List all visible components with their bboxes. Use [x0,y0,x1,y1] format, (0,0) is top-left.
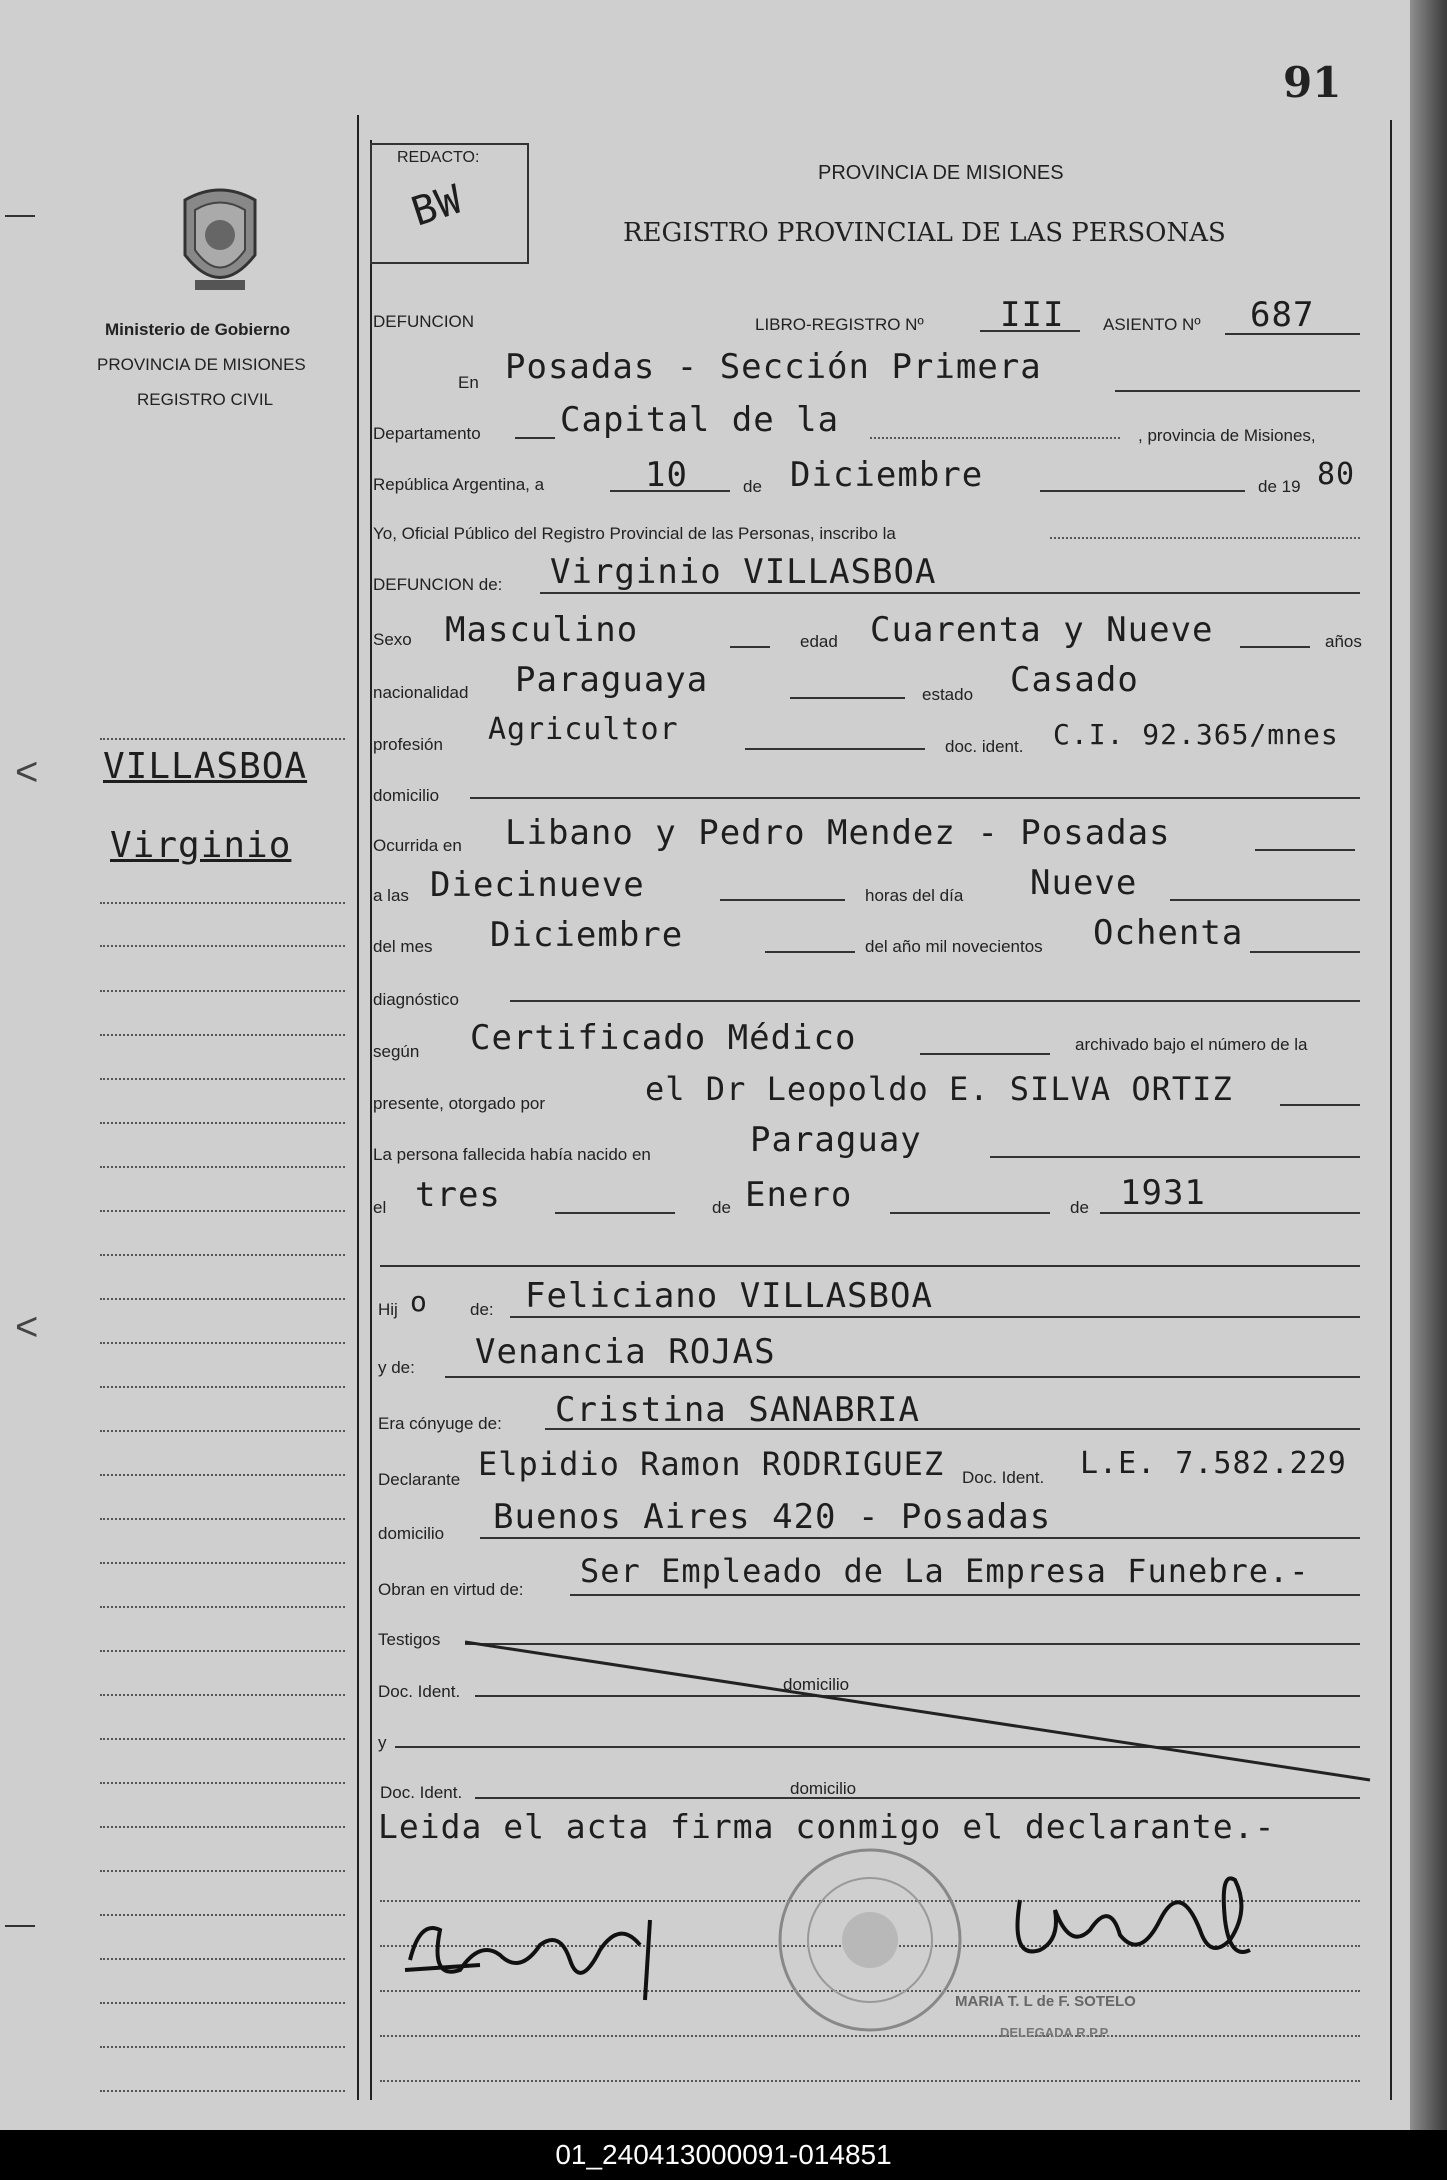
republica-label: República Argentina, a [373,475,545,494]
binding-mark [5,215,35,217]
margin-line [100,1078,345,1080]
testigos-label: Testigos [378,1630,441,1649]
conyuge-label: Era cónyuge de: [378,1414,502,1433]
margin-line [100,1034,345,1036]
margin-line [100,1386,345,1388]
asiento-line [1225,333,1360,335]
yo-line [1050,537,1360,539]
nacionalidad-line [790,697,905,699]
page-number: 91 [1283,58,1342,107]
yde-line [445,1376,1360,1378]
anios-label: años [1325,632,1362,651]
file-id-bar [0,2130,1447,2180]
margin-line [100,1342,345,1344]
sexo-value: Masculino [445,610,639,650]
margin-line [100,1474,345,1476]
stamp-line1: MARIA T. L de F. SOTELO [955,1993,1136,2010]
edad-line [1240,646,1310,648]
alas-label: a las [373,886,409,905]
horas-label: horas del día [865,886,964,905]
asiento-value: 687 [1250,295,1315,335]
alas-value: Diecinueve [430,865,645,905]
margin-line [100,2090,345,2092]
departamento-label: Departamento [373,424,481,443]
profesion-label: profesión [373,735,443,754]
sexo-line [730,646,770,648]
yde-label: y de: [378,1358,415,1377]
presente-line [1280,1104,1360,1106]
dia-value: 10 [645,455,688,495]
de19-label: de 19 [1258,477,1301,496]
defuncion-de-label: DEFUNCION de: [373,575,503,594]
horas-value: Nueve [1030,863,1138,903]
margin-line [100,1914,345,1916]
margin-line [100,1650,345,1652]
margin-line [100,1870,345,1872]
mes-nac-value: Enero [745,1175,853,1215]
libro-value: III [1000,295,1065,335]
mes-value: Diciembre [790,455,984,495]
hijo-label: Hij [378,1300,398,1319]
horas-line [1170,899,1360,901]
delanio-line [1250,951,1360,953]
sexo-label: Sexo [373,630,412,649]
margin-line [100,902,345,904]
closing-text: Leida el acta firma conmigo el declarante.- [378,1807,1276,1846]
el-line [555,1212,675,1214]
hijo-line [510,1316,1360,1318]
obran-value: Ser Empleado de La Empresa Funebre.- [580,1552,1310,1590]
alas-line [720,899,845,901]
de-label: de [743,477,762,496]
delanio-value: Ochenta [1093,913,1244,953]
anio-value: 80 [1317,457,1356,492]
segun-line [920,1053,1050,1055]
redacto-box [370,143,529,264]
segun-label: según [373,1042,420,1061]
margin-line [100,990,345,992]
ministry-province: PROVINCIA DE MISIONES [97,355,306,374]
presente-label: presente, otorgado por [373,1094,546,1113]
margin-line [100,1430,345,1432]
dom2-label: domicilio [790,1779,857,1798]
margin-line [100,945,345,947]
margin-line [100,738,345,740]
conyuge-line [545,1428,1360,1430]
margin-line [100,1122,345,1124]
blank-line [380,1265,1360,1267]
anio-nac-value: 1931 [1120,1173,1206,1213]
delmes-label: del mes [373,937,433,956]
departamento-line [870,437,1120,439]
doc1-label: Doc. Ident. [378,1682,461,1701]
file-id: 01_240413000091-014851 [555,2139,892,2170]
doc2-label: Doc. Ident. [380,1783,463,1802]
margin-line [100,1782,345,1784]
en-label: En [458,373,479,392]
declarante-label: Declarante [378,1470,461,1489]
form-line [380,2080,1360,2082]
nacionalidad-value: Paraguaya [515,660,709,700]
nacido-value: Paraguay [750,1120,922,1160]
delanio-label: del año mil novecientos [865,937,1043,956]
ministry-registry: REGISTRO CIVIL [137,390,274,409]
nacionalidad-label: nacionalidad [373,683,469,702]
nacido-label: La persona fallecida había nacido en [373,1145,651,1164]
margin-divider [357,115,359,2100]
redacto-initials: BW [406,176,469,236]
domicilio-line [470,797,1360,799]
hijo-value: Feliciano VILLASBOA [525,1276,933,1316]
margin-line [100,1166,345,1168]
margin-given-name: Virginio [110,825,292,866]
official-seal-icon [770,1840,970,2040]
coat-of-arms-icon [165,185,275,300]
margin-line [100,1562,345,1564]
presente-value: el Dr Leopoldo E. SILVA ORTIZ [645,1070,1233,1108]
doc-label: doc. ident. [945,737,1024,756]
ocurrida-value: Libano y Pedro Mendez - Posadas [505,813,1171,853]
departamento-value: Capital de la [560,400,840,440]
asiento-label: ASIENTO Nº [1103,315,1201,334]
anio-nac-line [1100,1212,1360,1214]
dia-line [610,490,730,492]
en-value: Posadas - Sección Primera [505,347,1042,387]
margin-line [100,1254,345,1256]
delmes-line [765,951,855,953]
domicilio2-line [480,1537,1360,1539]
ocurrida-line [1255,849,1355,851]
binding-hole-icon: < [15,750,39,794]
margin-surname: VILLASBOA [103,746,308,787]
yde-value: Venancia ROJAS [475,1332,776,1372]
margin-line [100,1958,345,1960]
domicilio2-value: Buenos Aires 420 - Posadas [493,1497,1052,1537]
declarante-value: Elpidio Ramon RODRIGUEZ [478,1445,945,1483]
de-enero-label: de [712,1198,731,1217]
conyuge-value: Cristina SANABRIA [555,1390,920,1430]
mes-line [1040,490,1245,492]
departamento-line-a [515,437,555,439]
margin-line [100,1694,345,1696]
ocurrida-label: Ocurrida en [373,836,462,855]
segun-value: Certificado Médico [470,1018,857,1058]
diagnostico-line [510,1000,1360,1002]
yo-label: Yo, Oficial Público del Registro Provincial de las Personas, inscribo la [373,524,896,543]
declarant-signature-icon [400,1900,680,2010]
en-line [1115,390,1360,392]
libro-label: LIBRO-REGISTRO Nº [755,315,924,334]
margin-line [100,2046,345,2048]
estado-value: Casado [1010,660,1139,700]
form-type: DEFUNCION [373,312,475,331]
dom1-label: domicilio [783,1675,850,1694]
redacto-label: REDACTO: [397,149,480,166]
book-edge [1410,0,1447,2130]
form-left-border [370,140,372,2100]
y-label: y [378,1733,387,1752]
binding-hole-icon: < [15,1305,39,1349]
de2-label: de [1070,1198,1089,1217]
delmes-value: Diciembre [490,915,684,955]
ministry-name: Ministerio de Gobierno [105,320,291,339]
margin-line [100,1826,345,1828]
margin-line [100,1210,345,1212]
obran-label: Obran en virtud de: [378,1580,524,1599]
margin-line [100,1298,345,1300]
margin-line [100,1738,345,1740]
nacido-line [990,1156,1360,1158]
header-province: PROVINCIA DE MISIONES [818,162,1064,184]
defuncion-de-line [540,592,1360,594]
margin-line [100,1606,345,1608]
docident-value: L.E. 7.582.229 [1080,1446,1347,1481]
doc2-line [475,1797,1360,1799]
margin-line [100,2002,345,2004]
archivado-label: archivado bajo el número de la [1075,1035,1308,1054]
estado-label: estado [922,685,974,704]
domicilio-label: domicilio [373,786,440,805]
hijo-de-label: de: [470,1300,494,1319]
binding-mark [5,1925,35,1927]
mes-nac-line [890,1212,1050,1214]
provincia-suffix: , provincia de Misiones, [1138,426,1316,445]
docident-label: Doc. Ident. [962,1468,1045,1487]
edad-label: edad [800,632,838,651]
form-right-border [1390,120,1392,2100]
header-registry: REGISTRO PROVINCIAL DE LAS PERSONAS [623,218,1226,248]
hijo-o: o [410,1285,428,1318]
obran-line [570,1594,1360,1596]
strike-line [465,1640,1375,1790]
doc-value: C.I. 92.365/mnes [1053,718,1339,751]
profesion-value: Agricultor [488,712,679,747]
domicilio2-label: domicilio [378,1524,445,1543]
stamp-line2: DELEGADA R.P.P. [1000,2025,1111,2040]
official-signature-icon [1000,1860,1260,1990]
defuncion-de-value: Virginio VILLASBOA [550,552,937,592]
profesion-line [745,748,925,750]
libro-line [980,330,1080,332]
diagnostico-label: diagnóstico [373,990,460,1009]
edad-value: Cuarenta y Nueve [870,610,1214,650]
el-label: el [373,1198,387,1217]
margin-line [100,1518,345,1520]
el-value: tres [415,1175,501,1215]
